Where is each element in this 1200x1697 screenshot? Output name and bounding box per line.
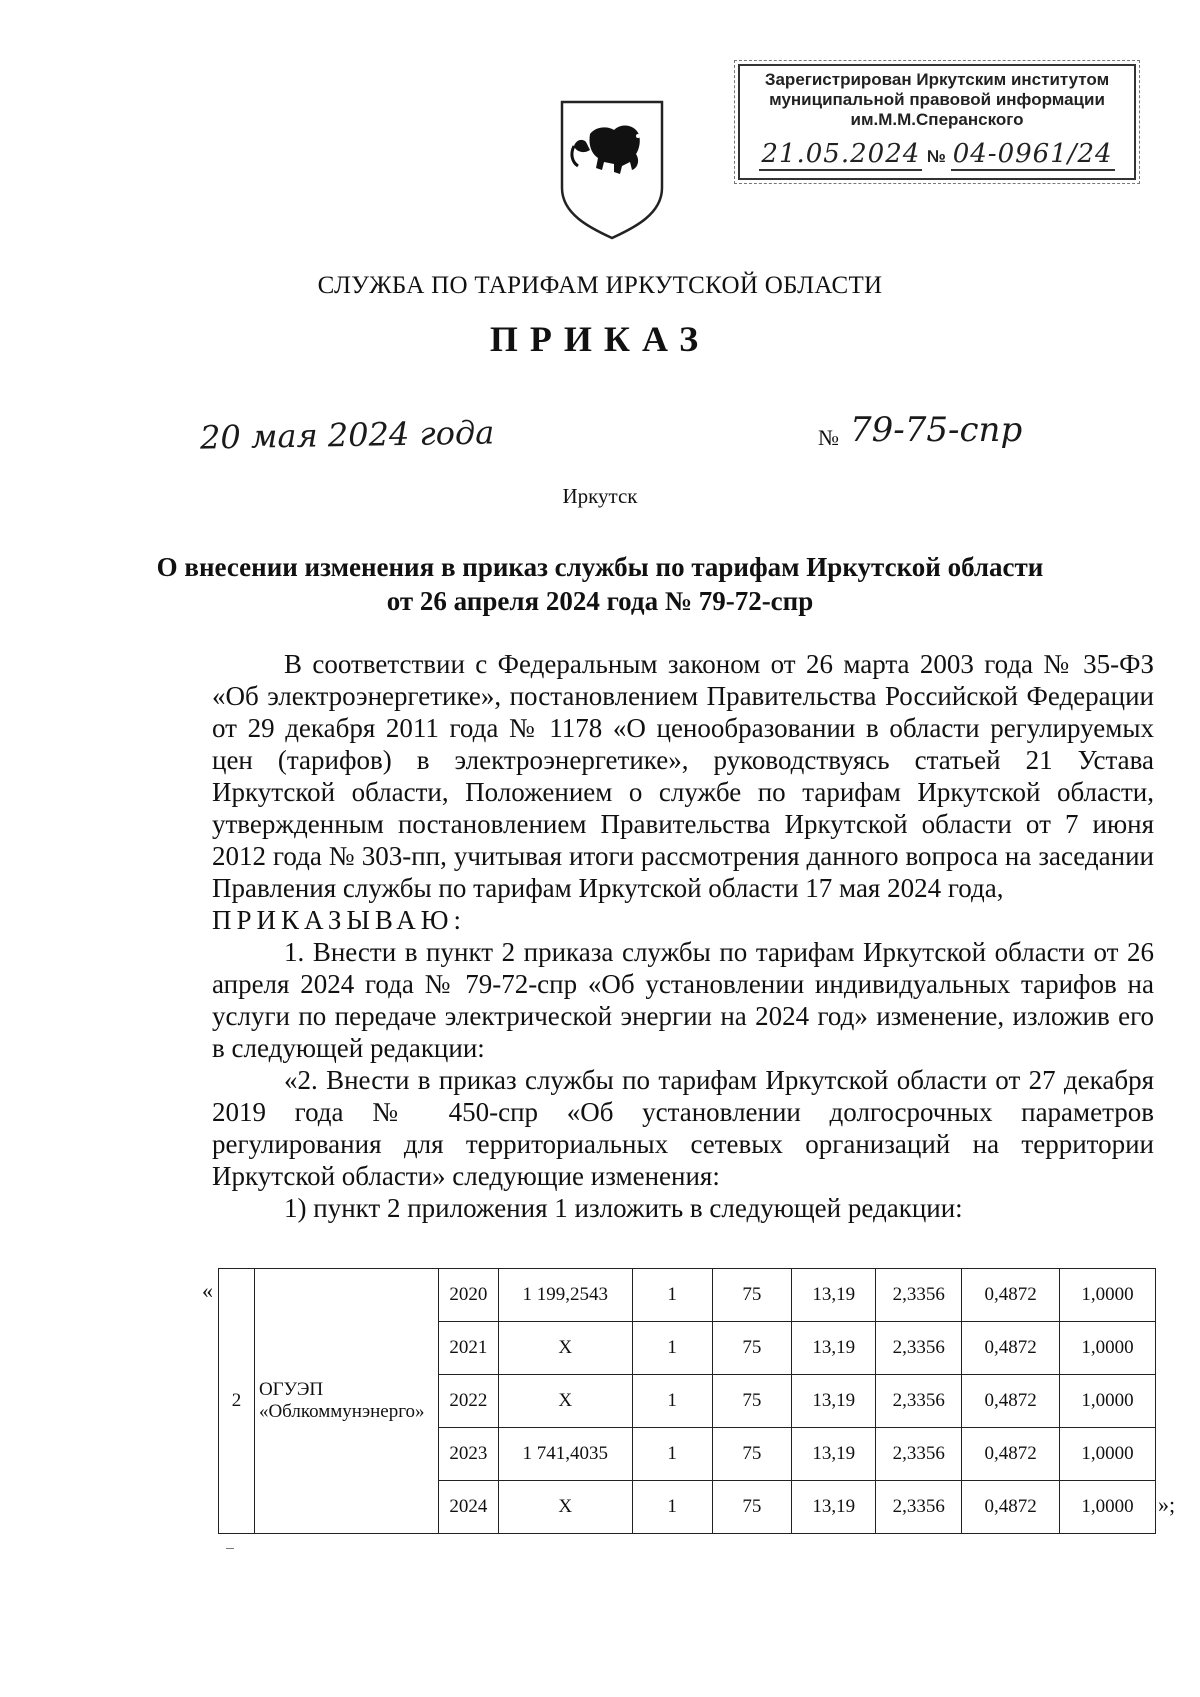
tariff-parameters-table xyxy=(218,1268,1156,1534)
value-cell: 1,0000 xyxy=(1060,1428,1156,1481)
value-cell: 75 xyxy=(712,1322,792,1375)
preamble-paragraph: В соответствии с Федеральным законом от 26 марта 2003 года № 35-ФЗ «Об электроэнергетике», постановлением Правительства Российской Федерации от 29 декабря 2011 года № 1178 «О ценообразовании в области регулируемых цен (тарифов) в электроэнергетике», руководствуясь статьей 21 Устава Иркутской области, Положением о службе по тарифам Иркутской области, утвержденным постановлением Правительства Иркутской области от 7 июня 2012 года № 303-пп, учитывая итоги рассмотрения данного вопроса на заседании Правления службы по тарифам Иркутской области 17 мая 2024 года, xyxy=(212,649,1154,903)
coat-of-arms-emblem xyxy=(556,96,668,242)
document-type-heading: ПРИКАЗ xyxy=(489,319,711,359)
organization-cell: ОГУЭП «Облкоммунэнерго» xyxy=(254,1269,438,1534)
year-cell: 2024 xyxy=(438,1481,498,1534)
value-cell: 1 xyxy=(632,1322,712,1375)
value-cell: 75 xyxy=(712,1269,792,1322)
table-open-quote: « xyxy=(202,1278,213,1303)
value-cell: 75 xyxy=(712,1481,792,1534)
value-cell: 75 xyxy=(712,1428,792,1481)
value-cell: 0,4872 xyxy=(962,1481,1060,1534)
value-cell: 75 xyxy=(712,1375,792,1428)
order-number-label: № xyxy=(818,425,839,450)
value-cell: 0,4872 xyxy=(962,1375,1060,1428)
table-row xyxy=(219,1269,1156,1322)
value-cell: 0,4872 xyxy=(962,1428,1060,1481)
stamp-reg-date: 21.05.2024 xyxy=(761,139,921,169)
stamp-registration-row xyxy=(740,139,1134,169)
value-cell: 1 xyxy=(632,1269,712,1322)
city-name: Иркутск xyxy=(562,484,638,508)
document-title xyxy=(150,550,1050,618)
value-cell: 13,19 xyxy=(792,1481,876,1534)
tariff-table-body xyxy=(219,1269,1156,1534)
title-line-2: от 26 апреля 2024 года № 79-72-спр xyxy=(386,586,814,616)
registration-stamp xyxy=(738,64,1136,180)
value-cell: 2,3356 xyxy=(876,1269,962,1322)
value-cell: 0,4872 xyxy=(962,1322,1060,1375)
value-cell: 1,0000 xyxy=(1060,1375,1156,1428)
stamp-reg-number: 04-0961/24 xyxy=(952,139,1113,169)
value-cell: X xyxy=(498,1375,632,1428)
value-cell: 2,3356 xyxy=(876,1481,962,1534)
value-cell: 2,3356 xyxy=(876,1375,962,1428)
table-close-quote: »; xyxy=(1158,1492,1176,1517)
value-cell: 13,19 xyxy=(792,1375,876,1428)
agency-name: СЛУЖБА ПО ТАРИФАМ ИРКУТСКОЙ ОБЛАСТИ xyxy=(317,272,883,299)
value-cell: 13,19 xyxy=(792,1322,876,1375)
stamp-num-label: № xyxy=(927,147,946,166)
value-cell: 0,4872 xyxy=(962,1269,1060,1322)
value-cell: 1 xyxy=(632,1481,712,1534)
value-cell: 1 199,2543 xyxy=(498,1269,632,1322)
year-cell: 2023 xyxy=(438,1428,498,1481)
value-cell: 1,0000 xyxy=(1060,1481,1156,1534)
value-cell: 1 xyxy=(632,1375,712,1428)
stamp-line-1: Зарегистрирован Иркутским институтом xyxy=(764,70,1110,89)
value-cell: 1,0000 xyxy=(1060,1269,1156,1322)
value-cell: 2,3356 xyxy=(876,1428,962,1481)
year-cell: 2021 xyxy=(438,1322,498,1375)
subitem-1-paragraph: 1) пункт 2 приложения 1 изложить в следующей редакции: xyxy=(284,1193,963,1223)
title-line-1: О внесении изменения в приказ службы по тарифам Иркутской области xyxy=(156,552,1044,582)
value-cell: 13,19 xyxy=(792,1269,876,1322)
value-cell: X xyxy=(498,1322,632,1375)
year-cell: 2022 xyxy=(438,1375,498,1428)
year-cell: 2020 xyxy=(438,1269,498,1322)
value-cell: 1 xyxy=(632,1428,712,1481)
value-cell: 1,0000 xyxy=(1060,1322,1156,1375)
stamp-line-3: им.М.М.Сперанского xyxy=(850,110,1024,129)
value-cell: 1 741,4035 xyxy=(498,1428,632,1481)
document-body xyxy=(212,648,1154,1224)
handwritten-order-number: 79-75-спр xyxy=(850,410,1023,450)
item-1-paragraph: 1. Внести в пункт 2 приказа службы по тарифам Иркутской области от 26 апреля 2024 года № 79-72-спр «Об установлении индивидуальных тарифов на услуги по передаче электрической энергии на 2024 год» изменение, изложив его в следующей редакции: xyxy=(212,937,1154,1063)
scan-mark xyxy=(226,1548,234,1549)
value-cell: 2,3356 xyxy=(876,1322,962,1375)
value-cell: 13,19 xyxy=(792,1428,876,1481)
value-cell: X xyxy=(498,1481,632,1534)
order-word: ПРИКАЗЫВАЮ: xyxy=(212,905,466,935)
row-number-cell: 2 xyxy=(219,1269,255,1534)
item-2-paragraph: «2. Внести в приказ службы по тарифам Иркутской области от 27 декабря 2019 года № 450-спр «Об установлении долгосрочных параметров регулирования для территориальных сетевых организаций на территории Иркутской области» следующие изменения: xyxy=(212,1065,1154,1191)
handwritten-date: 20 мая 2024 года xyxy=(199,413,495,457)
stamp-line-2: муниципальной правовой информации xyxy=(769,90,1105,109)
